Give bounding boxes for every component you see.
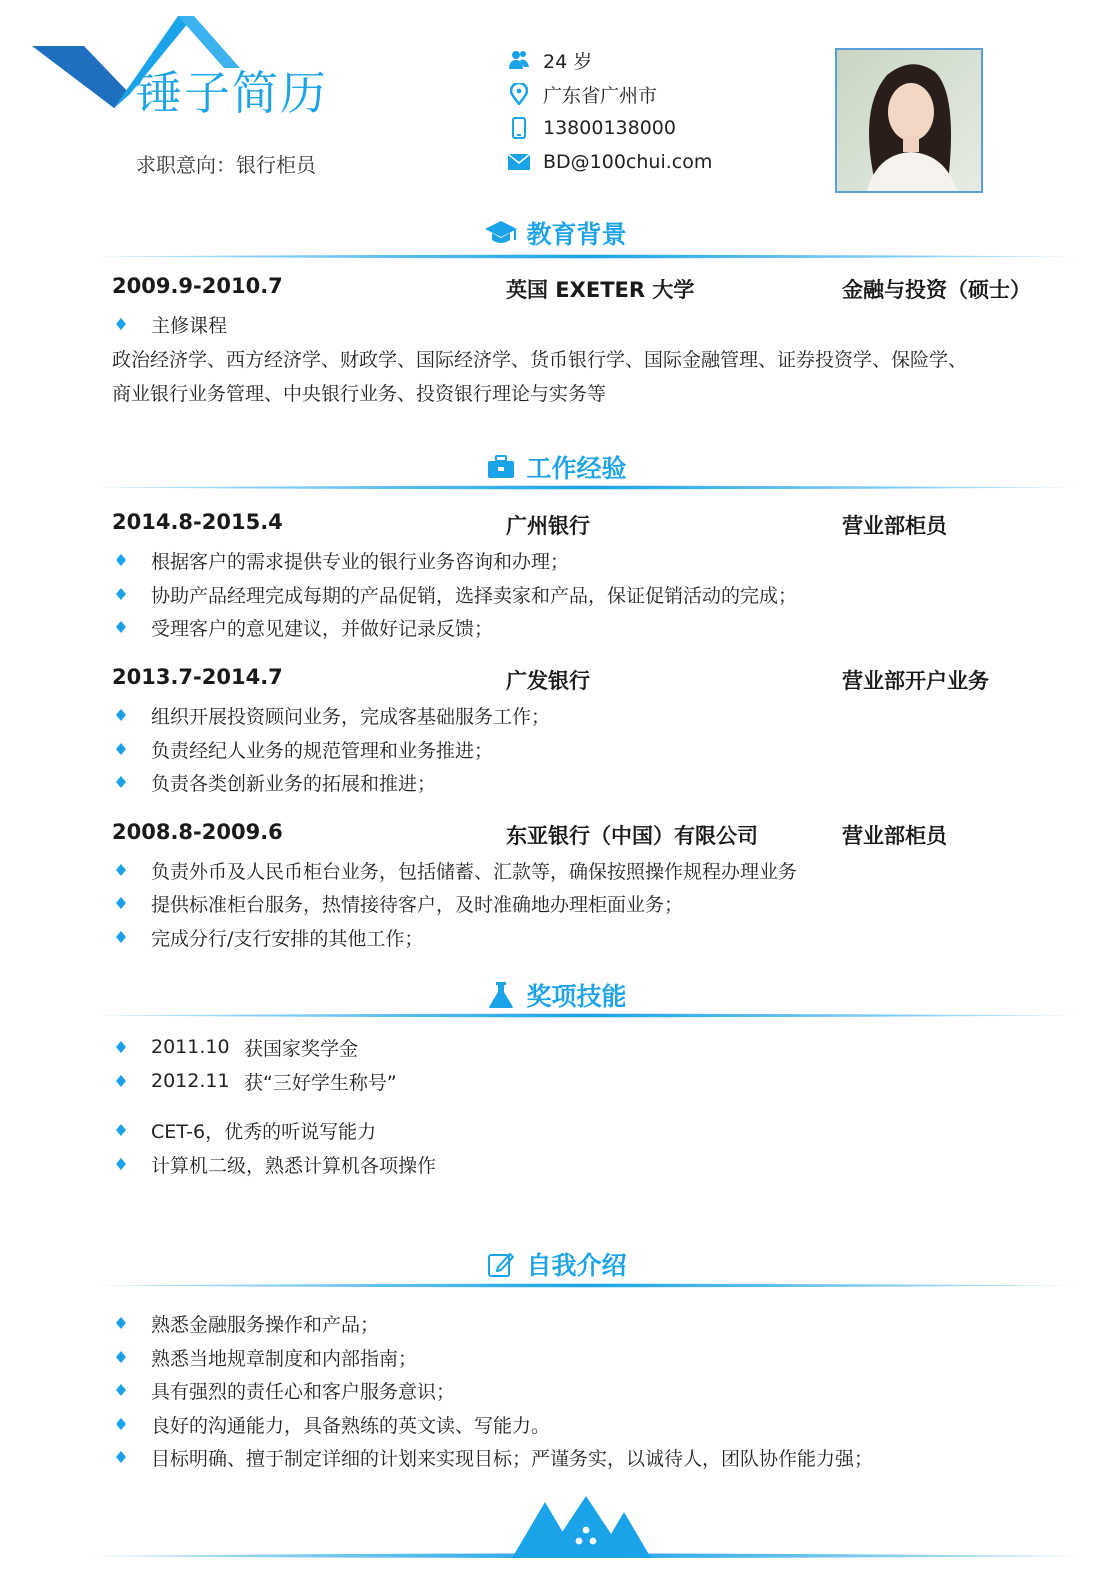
section-divider: [94, 1013, 1076, 1018]
work-company: 东亚银行（中国）有限公司: [506, 824, 758, 848]
work-company: 广发银行: [506, 669, 590, 693]
list-item-text: 负责各类创新业务的拓展和推进；: [151, 772, 437, 795]
list-item-text: 组织开展投资顾问业务，完成客基础服务工作；: [151, 705, 551, 728]
work-role: 营业部开户业务: [842, 669, 989, 693]
job-intent: 求职意向：银行柜员: [136, 153, 316, 177]
list-item: [116, 735, 493, 763]
section-heading-education: [0, 215, 1111, 251]
contact-location: [508, 80, 657, 108]
list-item-text: 根据客户的需求提供专业的银行业务咨询和办理；: [151, 550, 570, 573]
contact-location-text: 广东省广州市: [543, 84, 658, 107]
work-date: 2014.8-2015.4: [112, 510, 283, 534]
list-item-text: 协助产品经理完成每期的产品促销，选择卖家和产品，保证促销活动的完成；: [151, 584, 798, 607]
diamond-bullet-icon: [116, 1158, 126, 1170]
diamond-bullet-icon: [116, 1351, 126, 1363]
award-year: 2011.10: [151, 1036, 230, 1058]
list-item-text: 具有强烈的责任心和客户服务意识；: [151, 1380, 456, 1403]
profile-photo: [835, 48, 983, 193]
work-date: 2008.8-2009.6: [112, 820, 283, 844]
list-item-text: 目标明确、擅于制定详细的计划来实现目标；严谨务实，以诚待人，团队协作能力强；: [151, 1447, 874, 1470]
section-heading-awards: [0, 977, 1111, 1013]
diamond-bullet-icon: [116, 1451, 126, 1463]
list-item-text: 熟悉当地规章制度和内部指南；: [151, 1347, 418, 1370]
contact-age-text: 24 岁: [543, 50, 593, 73]
section-title-education: 教育背景: [526, 220, 627, 249]
list-item: [116, 1376, 455, 1404]
list-item: [116, 310, 227, 338]
briefcase-icon: [484, 452, 518, 482]
list-item: [116, 923, 423, 951]
list-item-text: 负责外币及人民币柜台业务，包括储蓄、汇款等，确保按照操作规程办理业务: [151, 860, 798, 883]
work-entry: [112, 820, 1052, 850]
envelope-icon: [508, 151, 530, 173]
diamond-bullet-icon: [116, 621, 126, 633]
education-date: 2009.9-2010.7: [112, 274, 283, 298]
contact-phone-text: 13800138000: [543, 117, 676, 139]
contact-email-text: BD@100chui.com: [543, 151, 713, 173]
list-item-text: 良好的沟通能力，具备熟练的英文读、写能力。: [151, 1414, 551, 1437]
section-heading-self-intro: [0, 1246, 1111, 1282]
education-entry: [112, 274, 1052, 304]
list-item: [116, 613, 493, 641]
list-item-text: 完成分行/支行安排的其他工作；: [151, 927, 424, 950]
diamond-bullet-icon: [116, 318, 126, 330]
work-entry: [112, 510, 1052, 540]
section-title-self-intro: 自我介绍: [526, 1251, 627, 1280]
diamond-bullet-icon: [116, 1317, 126, 1329]
diamond-bullet-icon: [116, 1124, 126, 1136]
list-item-text: 负责经纪人业务的规范管理和业务推进；: [151, 739, 494, 762]
list-item: [116, 1116, 376, 1144]
diamond-bullet-icon: [116, 554, 126, 566]
list-item: [116, 1150, 436, 1178]
list-item: [116, 1067, 397, 1095]
diamond-bullet-icon: [116, 1075, 126, 1087]
list-item: [116, 1410, 550, 1438]
courses-label: 主修课程: [151, 314, 228, 337]
work-role: 营业部柜员: [842, 824, 947, 848]
list-item-text: 受理客户的意见建议，并做好记录反馈；: [151, 617, 494, 640]
diamond-bullet-icon: [116, 743, 126, 755]
contact-email: [508, 148, 712, 176]
footer-mountain-decoration: [0, 1496, 1111, 1572]
list-item: [116, 580, 797, 608]
list-item: [116, 856, 797, 884]
list-item-text: 提供标准柜台服务，热情接待客户，及时准确地办理柜面业务；: [151, 893, 684, 916]
education-degree: 金融与投资（硕士）: [842, 278, 1031, 302]
diamond-bullet-icon: [116, 1041, 126, 1053]
contact-age: [508, 46, 592, 74]
diamond-bullet-icon: [116, 897, 126, 909]
section-title-work: 工作经验: [526, 454, 627, 483]
list-item: [116, 1033, 358, 1061]
diamond-bullet-icon: [116, 864, 126, 876]
list-item: [116, 1443, 873, 1471]
mobile-phone-icon: [508, 117, 530, 139]
work-role: 营业部柜员: [842, 514, 947, 538]
award-text: 获“三好学生称号”: [244, 1071, 397, 1094]
skill-text: 计算机二级，熟悉计算机各项操作: [151, 1154, 437, 1177]
people-icon: [508, 49, 530, 71]
contact-phone: [508, 114, 676, 142]
diamond-bullet-icon: [116, 1384, 126, 1396]
award-text: 获国家奖学金: [244, 1037, 359, 1060]
diamond-bullet-icon: [116, 931, 126, 943]
list-item: [116, 768, 436, 796]
education-school: 英国 EXETER 大学: [506, 278, 695, 302]
work-date: 2013.7-2014.7: [112, 665, 283, 689]
work-entry: [112, 665, 1052, 695]
section-divider: [94, 1283, 1076, 1288]
list-item: [116, 701, 550, 729]
location-pin-icon: [508, 83, 530, 105]
list-item: [116, 1309, 379, 1337]
list-item: [116, 889, 683, 917]
list-item: [116, 1343, 417, 1371]
diamond-bullet-icon: [116, 709, 126, 721]
courses-line: 政治经济学、西方经济学、财政学、国际经济学、货币银行学、国际金融管理、证券投资学、保险学、: [112, 349, 968, 371]
section-title-awards: 奖项技能: [526, 982, 627, 1011]
flask-icon: [484, 980, 518, 1010]
graduation-cap-icon: [484, 218, 518, 248]
diamond-bullet-icon: [116, 776, 126, 788]
edit-note-icon: [484, 1249, 518, 1279]
diamond-bullet-icon: [116, 588, 126, 600]
diamond-bullet-icon: [116, 1418, 126, 1430]
list-item-text: 熟悉金融服务操作和产品；: [151, 1313, 380, 1336]
section-heading-work: [0, 449, 1111, 485]
skill-text: CET-6，优秀的听说写能力: [151, 1120, 377, 1143]
resume-title: 锤子简历: [136, 66, 328, 120]
section-divider: [94, 254, 1076, 259]
courses-line: 商业银行业务管理、中央银行业务、投资银行理论与实务等: [112, 383, 607, 405]
award-year: 2012.11: [151, 1070, 230, 1092]
work-company: 广州银行: [506, 514, 590, 538]
section-divider: [94, 485, 1076, 490]
list-item: [116, 546, 569, 574]
